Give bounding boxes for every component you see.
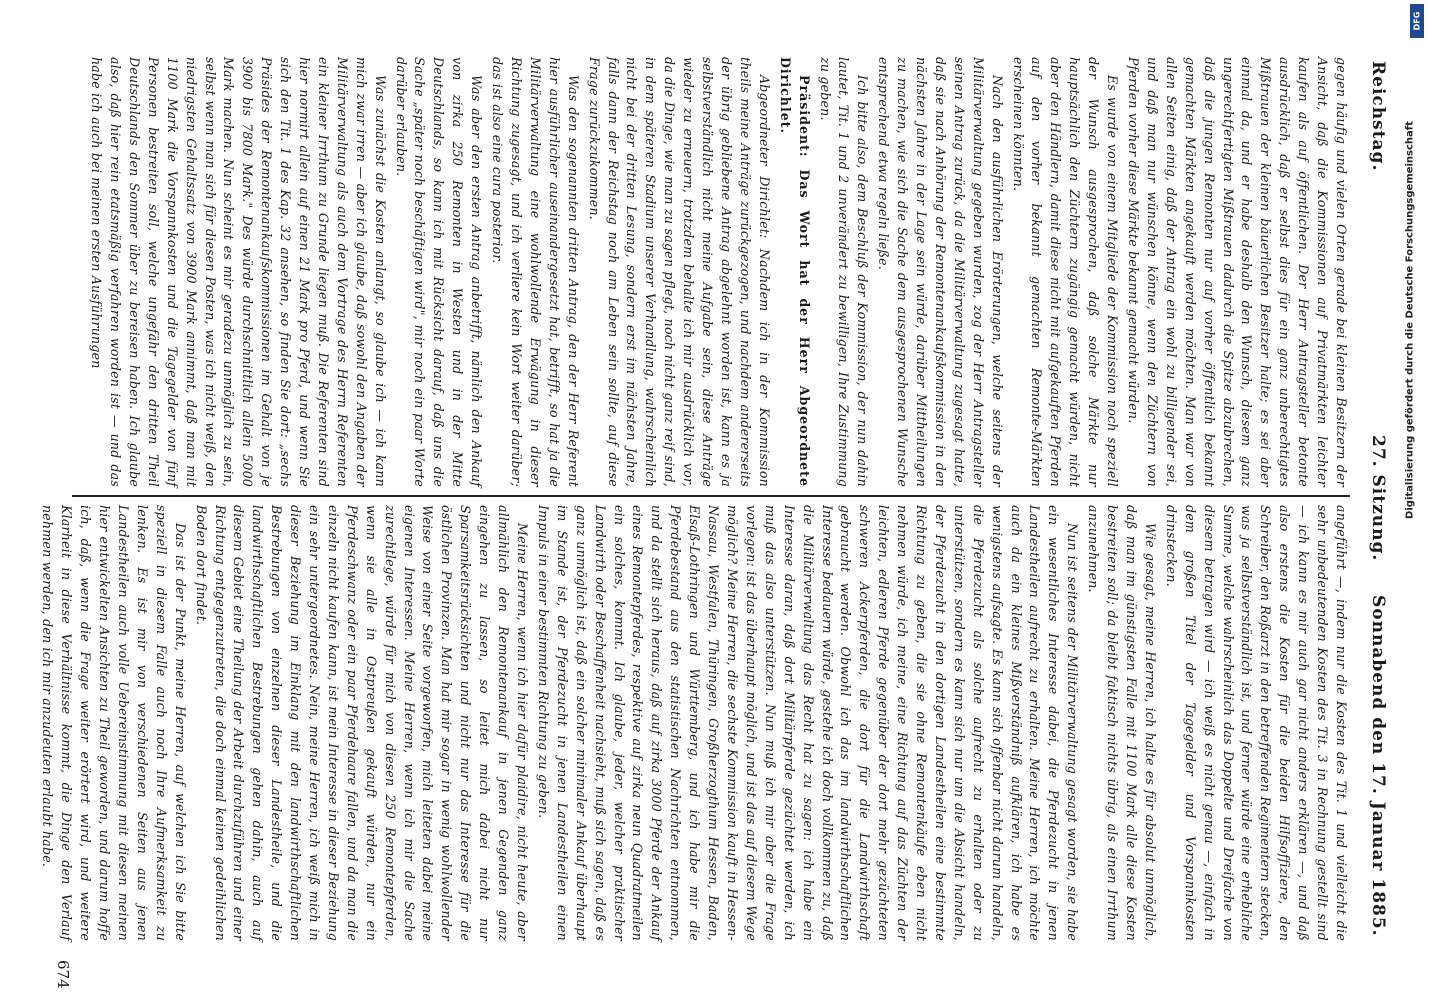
page-number: 674 bbox=[54, 960, 72, 989]
running-head-session: 27. Sitzung. bbox=[1368, 435, 1388, 562]
dfg-logo-text: DFG bbox=[1412, 11, 1422, 31]
paragraph: Was zunächst die Kosten anlangt, so glaube ich — ich kann mich zwar irren — aber ich glaube, daß sowohl den Angaben der Militärverwaltung als auch dem Vortrage des Herrn Referenten ein kleiner Irrthum zu Grunde liegen muß. Die Referenten sind hier normirt allein auf einen 21 Mark pro Pferd, und wenn Sie sich den Tit. 1 des Kap. 32 ansehen, so finden Sie dort: „sechs Präsides der Remontenankaufskommissionen im Gehalt von je 3900 bis 7800 Mark." Des würde durchschnittlich allein 5000 Mark machen. Nun scheint es mir geradezu unmöglich zu sein, selbst wenn man sich für diesen Posten, was ich nicht weiß, den niedrigsten Gehaltssatz von 3900 Mark annimmt, daß man mit 1100 Mark die Vorspannkosten und die Tagegelder von fünf Personen bestreiten soll, welche ungefähr den dritten Theil Deutschlands den Sommer über zu bereisen haben. Ich glaube also, daß hier rein etatsmäßig verfahren worden ist — und das habe ich auch bei meinen ersten Ausführungen bbox=[89, 57, 388, 487]
digitization-credit bbox=[1395, 10, 1425, 630]
dfg-logo bbox=[1410, 4, 1424, 38]
running-head bbox=[1358, 35, 1388, 965]
running-head-date: Sonnabend den 17. Januar 1885. bbox=[1368, 595, 1388, 937]
paragraph: Nun ist seitens der Militärverwaltung gesagt worden, sie habe ein wesentliches Interesse dabei, die Pferdezucht in jenen Landestheilen aufrecht zu erhalten. Meine Herren, ich möchte auch da ein kleines Mißverständniß aufklären, ich habe es wenigstens aufsagte. Es kann sich offenbar nicht darum handeln, die Pferdezucht als solche aufrecht zu erhalten oder zu unterstützen, sondern es kann sich nur um die Absicht handeln, der Pferdezucht in den dortigen Landestheilen eine bestimmte Richtung zu geben, die sie ohne Remontenkäufe eben nicht nehmen würde, ich meine, eine Richtung auf das Züchten der leichten, edleren Pferde gegenüber der dort mehr gezüchteten schweren Ackerpferden, die dort für die Landwirthschaft gebraucht werden. Obwohl ich das im landwirthschaftlichen Interesse bedauern würde, gestehe ich doch vollkommen zu, daß die Militärverwaltung das Recht hat zu sagen: ich habe ein Interesse daran, daß dort Militärpferde gezüchtet werden, ich muß das also unterstützen. Nun muß ich mir aber die Frage vorlegen: ist das überhaupt möglich, und ist das auf diesem Wege möglich? Meine Herren, die sechste Kommission kauft in Hessen-Nassau, Westfalen, Thüringen, Großherzogthum Hessen, Baden, Elsaß-Lothringen und Württemberg, und ich habe mir die Pferdebestand aus den statistischen Nachrichten entnommen, und da stellt sich heraus, daß auf zirka 3000 Pferde der Ankauf eines Remontepferdes, respektive auf zirka neun Quadratmeilen ein solches, kommt. Ich glaube, jeder, welcher praktischer Landwirth oder Beschaffenheit nachsieht, muß sich sagen, daß es ganz unmöglich ist, daß ein solcher minimaler Ankauf überhaupt im Stande ist, der Pferdezucht in jenen Landestheilen einen Impuls in einer bestimmten Richtung zu geben. bbox=[535, 505, 1081, 941]
paragraph: Es wurde von einem Mitgliede der Kommission noch speziell der Wunsch ausgesprochen, daß solche Märkte nur hauptsächlich den Züchtern zugängig gemacht würden, nicht aber den Händlern, damit diese nicht mit aufgekauften Pferden auf den vorher bekannt gemachten Remonte-Märkten erscheinen könnten. bbox=[1010, 57, 1121, 487]
paragraph: Abgeordneter Dirichlet: Nachdem ich in der Kommission theils meine Anträge zurückgezogen, und nachdem andererseits der übrig gebliebene Antrag abgelehnt worden ist, kann es ja selbstverständlich nicht meine Aufgabe sein, diese Anträge wieder zu erneuern, trotzdem behalte ich mir ausdrücklich vor, da die Dinge, wie man zu sagen pflegt, noch nicht ganz reif sind, in dem späteren Stadium unserer Verhandlung, wahrscheinlich nicht bei der dritten Lesung, sondern erst im nächsten Jahre, falls dann der Reichstag noch am Leben sein sollte, auf diese Frage zurückzukommen. bbox=[586, 57, 772, 487]
column-divider bbox=[72, 495, 1350, 497]
running-head-title: Reichstag. bbox=[1368, 61, 1388, 172]
scanned-page bbox=[36, 35, 1396, 965]
paragraph: Das ist der Punkt, meine Herren, auf welchen ich Sie bitte speziell in diesem Falle auch noch Ihre Aufmerksamkeit zu lenken. Es ist mir von verschiedenen Seiten aus jenen Landestheilen auch volle Uebereinstimmung mit diesen meinen hier entwickelten Ansichten zu Theil geworden, und darum hoffe ich, daß, wenn die Frage weiter erörtert wird, und weitere Klarheit in diese Verhältnisse kommt, die Dinge den Verlauf nehmen werden, den ich mir anzudeuten erlaubt habe. bbox=[40, 505, 188, 941]
paragraph: Ich bitte also, dem Beschluß der Kommission, der nun dahin lautet, Tit. 1 und 2 unverändert zu bewilligen, Ihre Zustimmung zu geben. bbox=[817, 57, 871, 487]
paragraph: Wie gesagt, meine Herren, ich halte es für absolut unmöglich, daß man im günstigsten Falle mit 1100 Mark alle diese Kosten bestreiten soll; da bleibt faktisch nichts übrig, als einen Irrthum anzunehmen. bbox=[1086, 505, 1158, 941]
paragraph: Nach den ausführlichen Erörterungen, welche seitens der Militärverwaltung gegeben wurden, zog der Herr Antragsteller seinen Antrag zurück, da die Militärverwaltung zugesagt hatte, daß sie nach Anhörung der Remontenankaufskommission in den nächsten Jahre in der Lage sein würde, darüber Mittheilungen zu machen, wie sich die Sache dem ausgesprochenen Wunsche entsprechend etwa regeln ließe. bbox=[876, 57, 1005, 487]
paragraph: angeführt —, indem nur die Kosten des Tit. 1 und vielleicht die sehr unbedeutenden Kosten des Tit. 3 in Rechnung gestellt sind — ich kann es mir auch gar nicht anders erklären —, und daß also erstens die Kosten für die beiden Hilfsoffiziere, den Schreiber, den Roßarzt in den betreffenden Regimentern stecken, was ja selbstverständlich ist, und ferner würde eine erhebliche Summe, welche wahrscheinlich das Doppelte und Dreifache von diesem betragen wird — ich weiß es nicht genau —, einfach in dem großen Titel der Tagegelder und Vorspannkosten drinstecken. bbox=[1163, 505, 1349, 941]
speaker-line: Präsident: Das Wort hat der Herr Abgeordnete Dirichlet. bbox=[777, 57, 812, 487]
credit-text: Digitalisierung gefördert durch die Deutsche Forschungsgemeinschaft bbox=[1404, 121, 1416, 519]
paragraph: Was den sogenannten dritten Antrag, den der Herr Referent hier ausführlicher auseinandergesetzt hat, betrifft, so hat ja die Militärverwaltung eine wohlwollende Erwägung in dieser Richtung zugesagt, und ich verliere kein Wort weiter darüber; das ist also eine cura posterior. bbox=[490, 57, 581, 487]
left-column bbox=[72, 57, 1350, 487]
paragraph: gegen häufig und vielen Orten gerade bei kleinen Besitzern der Ansicht, daß die Kommissionen auf Privatmärkten leichter kaufen als auf öffentlichen. Der Herr Antragsteller betonte ausdrücklich, daß er selbst dies für ein ganz unberechtigtes Mißtrauen der kleinen bäuerlichen Besitzer halte; es sei aber einmal da, und er habe deshalb den Wunsch, diesem ganz ungerechtfertigten Mißtrauen dadurch die Spitze abzubrechen, daß die jungen Remonten nur auf vorher öffentlich bekannt gemachten Märkten angekauft werden möchten. Man war von allen Seiten einig, daß der Antrag ein wohl zu billigender sei, und daß man nur wünschen könne, wenn den Züchtern von Pferden vorher diese Märkte bekannt gemacht würden. bbox=[1126, 57, 1349, 487]
paragraph: Was aber den ersten Antrag anbetrifft, nämlich den Ankauf von zirka 250 Remonten in Westen und in der Mitte Deutschlands, so kann ich mit Rücksicht darauf, daß uns die Sache „später noch beschäftigen wird", mir noch ein paar Worte darüber erlauben. bbox=[393, 57, 485, 487]
right-column bbox=[40, 505, 1350, 941]
paragraph: Meine Herren, wenn ich hier dafür plaidire, nicht heute, aber allmählich den Remontenankauf in jenen Gegenden ganz eingehen zu lassen, so leitet mich dabei nicht nur Sparsamkeitsrücksichten und nicht nur das Interesse für die östlichen Provinzen. Man hat mir sogar in wenig wohlwollender Weise von einer Seite vorgeworfen, mich leiteten dabei meine eigenen Interessen. Meine Herren, wenn ich mir die Sache zurechtlege, würde für mich von diesen 250 Remontepferden, wenn sie alle in Ostpreußen gekauft würden, nur ein Pferdeschwanz oder ein paar Pferdehaare fallen, und da man die einzeln nicht kaufen kann, ist mein Interesse in dieser Beziehung ein sehr untergeordnetes. Nein, meine Herren, ich weiß mich in dieser Beziehung im Einklang mit den landwirthschaftlichen Bestrebungen von einzelnen dieser Landestheile, und die landwirthschaftlichen Bestrebungen gehen dahin, auch auf diesem Gebiet eine Theilung der Arbeit durchzuführen und einer Richtung entgegenzutreten, die doch einmal keinen gedeihlichen Boden dort findet. bbox=[193, 505, 531, 941]
